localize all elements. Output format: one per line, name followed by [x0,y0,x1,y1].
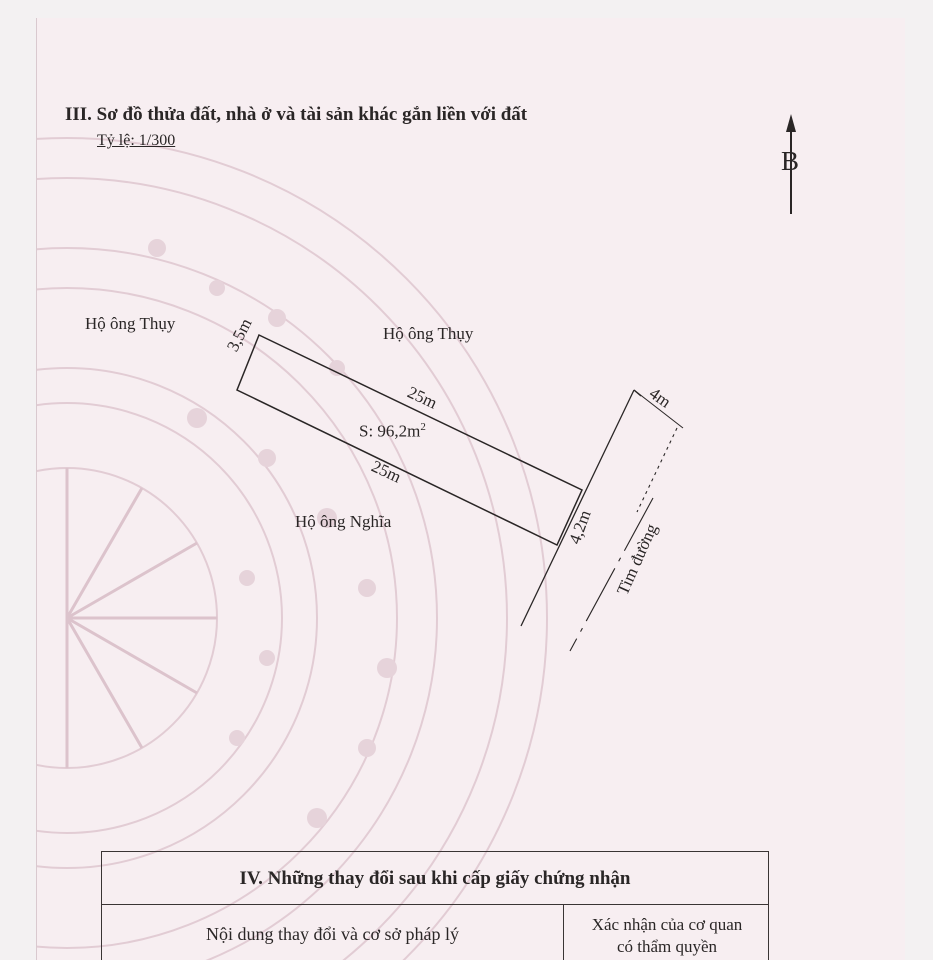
north-label: B [781,146,800,176]
plot-diagram [37,18,905,960]
scale-label: Tỷ lệ: 1/300 [97,132,176,149]
neighbor-south-label: Hộ ông Nghĩa [295,512,392,531]
side-right-length: 4,2m [565,507,595,547]
road-center-dashed [637,428,677,512]
col-confirm-line2: có thẩm quyền [616,937,718,956]
side-top-length: 25m [404,382,441,413]
side-left-length: 3,5m [223,315,256,355]
road-center-label: Tim đường [613,520,662,598]
col-content-header: Nội dung thay đổi và cơ sở pháp lý [102,904,564,960]
side-bottom-length: 25m [368,456,405,487]
section-iii-title: III. Sơ đồ thửa đất, nhà ở và tài sản khác gắn liền với đất [65,104,528,125]
col-confirm-line1: Xác nhận của cơ quan [591,915,743,934]
road-width-label: 4m [645,383,675,412]
area-value: S: 96,2m [359,421,421,441]
changes-table [101,851,769,960]
neighbor-north-label: Hộ ông Thụy [383,324,474,343]
col-confirm-header [564,904,770,960]
area-label [359,421,426,442]
neighbor-west-label: Hộ ông Thụy [85,314,176,333]
area-superscript: 2 [420,421,426,433]
certificate-page [36,18,905,960]
section-iv-title: IV. Những thay đổi sau khi cấp giấy chứng nhận [102,852,768,905]
